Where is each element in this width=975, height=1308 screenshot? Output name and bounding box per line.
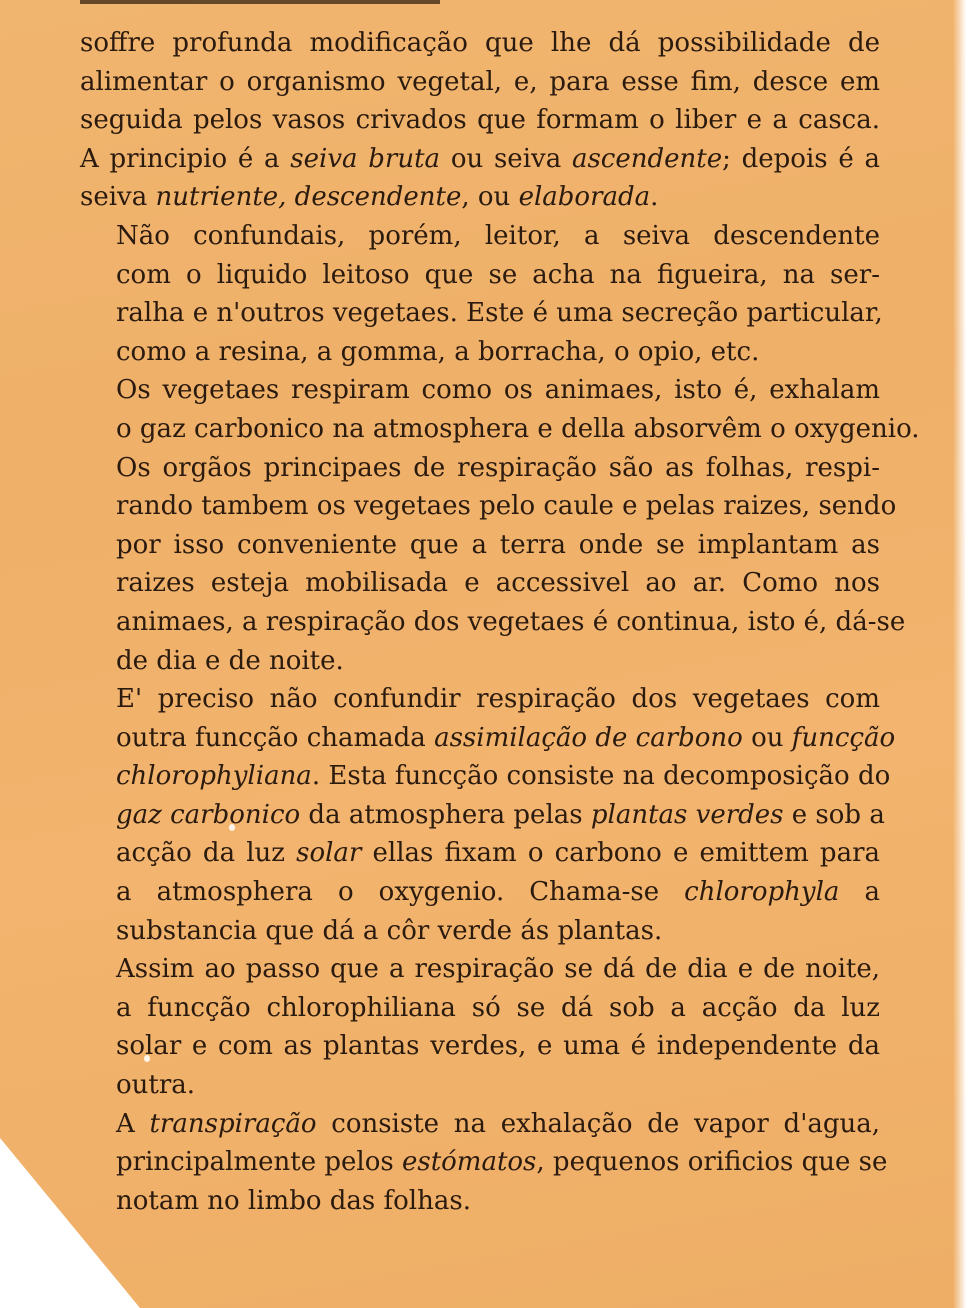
italic-term: chlorophyliana [116, 761, 312, 792]
italic-term: chlorophyla [684, 877, 840, 908]
italic-term: funcção [791, 722, 896, 753]
text-line: Os orgãos principaes de respiração são as folhas, respi- [116, 452, 880, 483]
page-right-edge [953, 0, 975, 1308]
text-line: E' preciso não confundir respiração dos vegetaes com [116, 684, 880, 715]
italic-term: gaz carbonico [116, 799, 301, 830]
text-line: a atmosphera o oxygenio. Chama-se chlorophyla a [116, 877, 881, 908]
text-line: alimentar o organismo vegetal, e, para esse fim, desce em [80, 66, 880, 97]
paragraph [80, 371, 920, 680]
text-line: Os vegetaes respiram como os animaes, isto é, exhalam [116, 375, 880, 406]
text-line: soffre profunda modificação que lhe dá possibilidade de [80, 28, 880, 58]
text-line: o gaz carbonico na atmosphera e della absorvêm o oxygenio. [116, 413, 920, 444]
paragraph [80, 217, 883, 371]
text-line: outra funcção chamada assimilação de carbono ou funcção [116, 722, 896, 753]
text-line: outra. [116, 1070, 196, 1101]
top-ink-smudge [80, 0, 440, 4]
paragraph [80, 680, 896, 950]
text-line: acção da luz solar ellas fixam o carbono e emittem para [116, 838, 881, 869]
text-line: seiva nutriente, descendente, ou elaborada. [80, 182, 659, 213]
paragraph [80, 24, 880, 217]
text-line: A principio é a seiva bruta ou seiva ascendente; depois é a [80, 143, 880, 174]
italic-term: estómatos [401, 1147, 537, 1178]
text-line: como a resina, a gomma, a borracha, o opio, etc. [116, 336, 760, 367]
italic-term: elaborada [518, 182, 651, 213]
italic-term: nutriente, descendente [155, 182, 462, 213]
italic-term: ascendente [571, 143, 723, 174]
text-line: Assim ao passo que a respiração se dá de dia e de noite, [116, 954, 880, 985]
text-line: animaes, a respiração dos vegetaes é continua, isto é, dá-se [116, 606, 906, 637]
text-line: chlorophyliana. Esta funcção consiste na decomposição do [116, 761, 891, 792]
text-line: A transpiração consiste na exhalação de vapor d'agua, [116, 1108, 880, 1139]
text-line: Não confundais, porém, leitor, a seiva descendente [116, 220, 880, 251]
text-line: com o liquido leitoso que se acha na figueira, na ser- [116, 259, 880, 290]
text-line: de dia e de noite. [116, 645, 344, 676]
text-line: ralha e n'outros vegetaes. Este é uma secreção particular, [116, 298, 883, 329]
text-line: principalmente pelos estómatos, pequenos orificios que se [116, 1147, 888, 1178]
italic-term: assimilação de carbono [434, 722, 743, 753]
italic-term: solar [296, 838, 362, 869]
italic-term: plantas verdes [590, 799, 784, 830]
text-line: notam no limbo das folhas. [116, 1185, 471, 1216]
paragraph [80, 950, 880, 1104]
text-line: por isso conveniente que a terra onde se implantam as [116, 529, 880, 560]
text-line: solar e com as plantas verdes, e uma é independente da [116, 1031, 880, 1062]
text-line: raizes esteja mobilisada e accessivel ao ar. Como nos [116, 568, 880, 599]
text-line: gaz carbonico da atmosphera pelas plantas verdes e sob a [116, 799, 885, 830]
italic-term: transpiração [149, 1108, 317, 1139]
document-body [80, 24, 920, 1220]
text-line: substancia que dá a côr verde ás plantas. [116, 915, 663, 946]
paragraph [80, 1105, 888, 1221]
text-line: seguida pelos vasos crivados que formam o liber e a casca. [80, 105, 880, 136]
text-line: rando tambem os vegetaes pelo caule e pelas raizes, sendo [116, 491, 897, 522]
text-line: a funcção chlorophiliana só se dá sob a acção da luz [116, 992, 880, 1023]
italic-term: seiva bruta [290, 143, 441, 174]
